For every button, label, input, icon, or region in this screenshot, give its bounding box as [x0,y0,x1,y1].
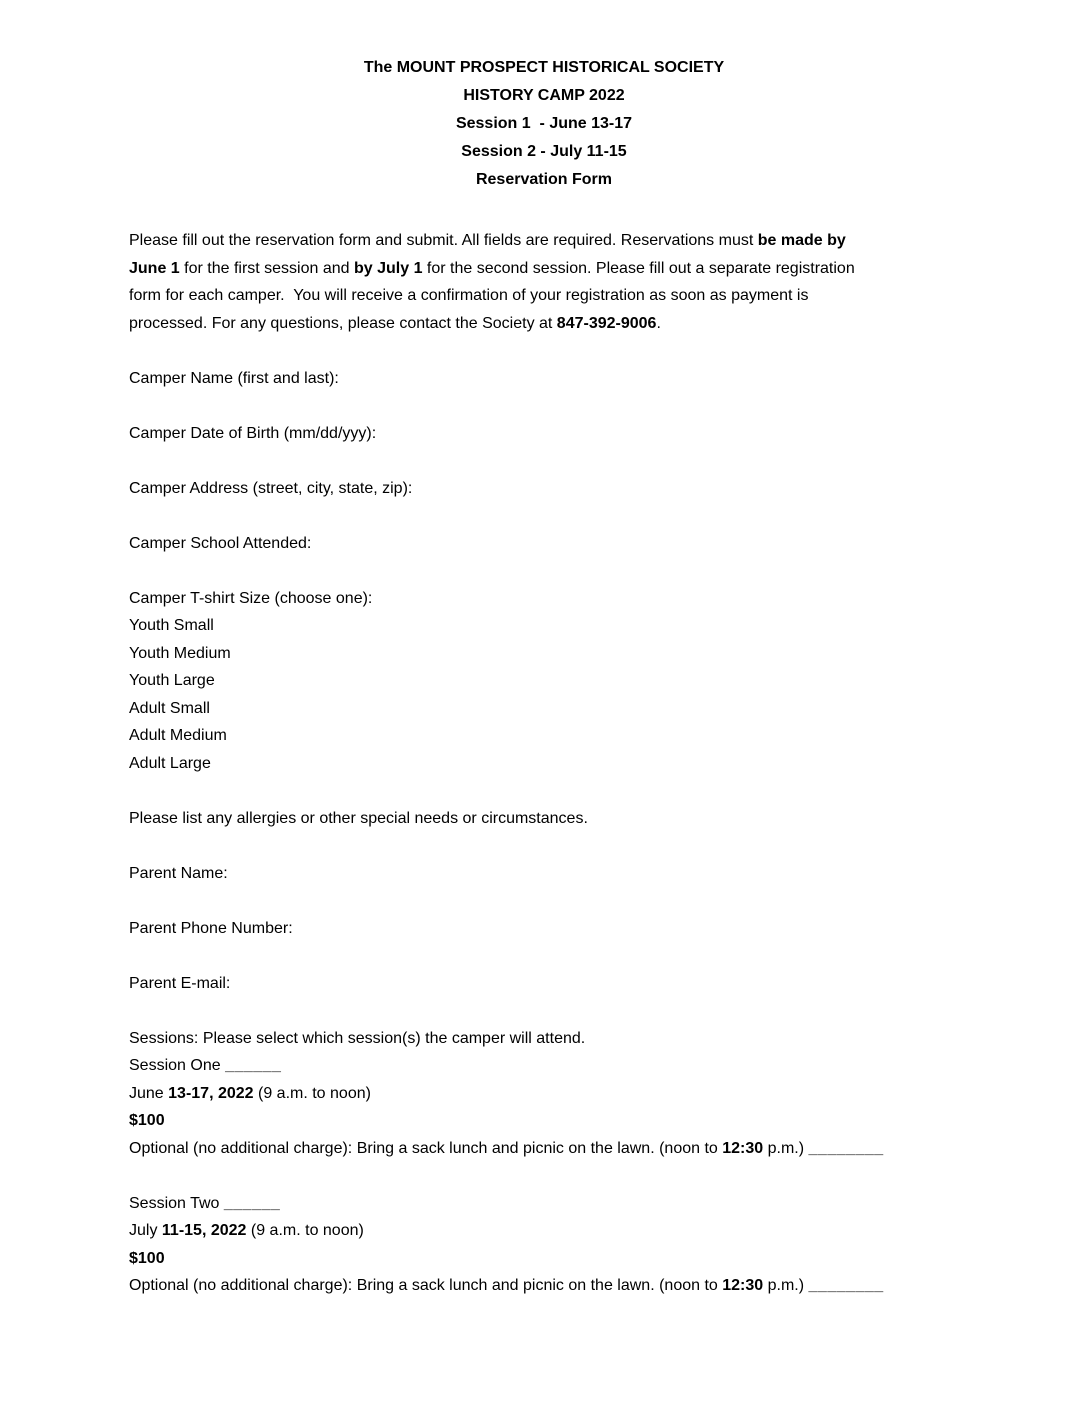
session-two-date-line [129,1217,968,1245]
intro-line-2 [129,255,968,283]
session-one-price-value: $100 [129,1112,165,1129]
tshirt-option-adult-large: Adult Large [129,754,211,772]
session-one-select-line [129,1052,968,1080]
session-two-optional-fill-in-blank[interactable]: ________ [808,1277,884,1294]
field-label-camper-dob: Camper Date of Birth (mm/dd/yyy): [129,424,377,442]
field-label-parent-phone: Parent Phone Number: [129,919,293,937]
session-one-optional-text: Optional (no additional charge): Bring a sack lunch and picnic on the lawn. (noon to [129,1139,723,1157]
session-two-optional-text: Optional (no additional charge): Bring a sack lunch and picnic on the lawn. (noon to [129,1277,723,1294]
session-two-optional-time: 12:30 [722,1277,764,1294]
form-body [129,227,968,1300]
session-two-fill-in-blank[interactable]: ______ [223,1194,281,1212]
session-two-select-line [129,1190,968,1218]
session-one-time: (9 a.m. to noon) [253,1084,371,1102]
title-session2-dates: Session 2 - July 11-15 [461,143,627,160]
tshirt-size-label: Camper T-shirt Size (choose one): [129,589,373,607]
intro-line-3 [129,282,968,310]
sessions-heading: Sessions: Please select which session(s) the camper will attend. [129,1029,586,1047]
tshirt-option-adult-medium: Adult Medium [129,727,227,744]
session-two-price [129,1245,968,1273]
tshirt-option-youth-medium: Youth Medium [129,644,231,662]
tshirt-option-adult-small: Adult Small [129,699,210,717]
field-label-parent-name: Parent Name: [129,864,228,882]
intro-bold-text: June 1 [129,259,180,277]
intro-bold-text: by July 1 [354,259,423,277]
session-one-month: June [129,1084,169,1102]
field-label-camper-address: Camper Address (street, city, state, zip): [129,479,413,497]
session-two-time: (9 a.m. to noon) [246,1222,364,1239]
intro-text: . [656,314,661,332]
session-one-optional-text-end: p.m.) [763,1139,809,1157]
session-two-month: July [129,1222,162,1239]
intro-text: processed. For any questions, please contact the Society at [129,314,557,332]
field-label-camper-name: Camper Name (first and last): [129,369,339,387]
title-form-name: Reservation Form [475,171,613,188]
title-society: The MOUNT PROSPECT HISTORICAL SOCIETY [363,59,725,76]
intro-text: for the first session and [179,259,354,277]
session-two-optional-line [129,1272,968,1300]
allergies-label: Please list any allergies or other special needs or circumstances. [129,809,588,827]
title-camp-year: HISTORY CAMP 2022 [463,87,625,104]
tshirt-option-youth-small: Youth Small [129,617,214,634]
session-one-optional-line [129,1135,968,1163]
session-one-fill-in-blank[interactable]: ______ [225,1057,282,1074]
session-two-optional-text-end: p.m.) [763,1277,809,1294]
field-label-camper-school: Camper School Attended: [129,534,312,552]
intro-text: for the second session. Please fill out a separate registration [422,259,855,277]
field-label-parent-email: Parent E-mail: [129,974,231,992]
session-one-label: Session One [129,1057,226,1074]
intro-line-1 [129,227,968,255]
session-one-price [129,1107,968,1135]
intro-bold-text: be made by [757,232,846,249]
session-one-dates: 13-17, 2022 [168,1084,254,1102]
intro-line-4 [129,310,968,338]
phone-number: 847-392-9006 [556,314,657,332]
intro-text: Please fill out the reservation form and submit. All fields are required. Reservations must [129,232,758,249]
session-two-dates: 11-15, 2022 [161,1222,247,1239]
session-one-optional-time: 12:30 [722,1139,764,1157]
session-one-optional-fill-in-blank[interactable]: ________ [808,1139,884,1157]
session-two-price-value: $100 [129,1249,165,1267]
intro-paragraph [129,227,968,337]
tshirt-option-youth-large: Youth Large [129,672,215,689]
title-session1-dates: Session 1 - June 13-17 [455,115,633,132]
intro-text: form for each camper. You will receive a confirmation of your registration as soon as payment is [129,287,809,304]
session-one-date-line [129,1080,968,1108]
document-title-block [0,54,1088,194]
session-two-label: Session Two [129,1194,224,1212]
